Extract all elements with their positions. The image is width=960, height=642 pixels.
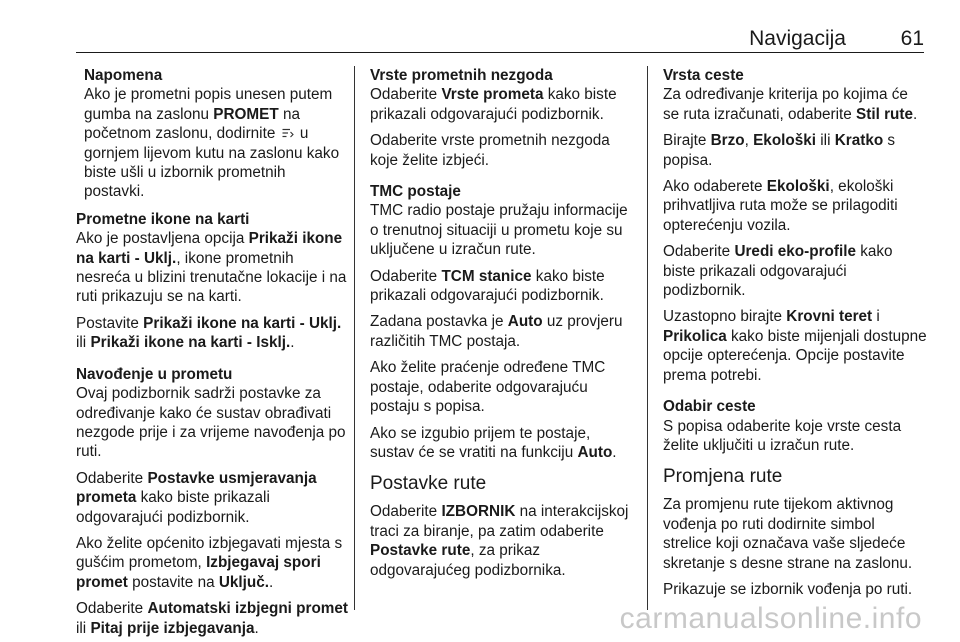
paragraph: Ako želite općenito izbjegavati mjesta s gušćim prometom, Izbjegavaj spori promet postavite na Uključ.. — [76, 534, 343, 591]
paragraph: Ako se izgubio prijem te postaje, sustav će se vratiti na funkciju Auto. — [370, 424, 617, 461]
note-title: Napomena — [84, 67, 163, 84]
column-divider-1 — [354, 66, 355, 610]
column-3 — [663, 66, 927, 606]
paragraph: Uzastopno birajte Krovni teret i Prikolica kako biste mijenjali dostupne opcije opterećenja. Opcije postavite prema potrebi. — [663, 308, 927, 384]
section-heading-traffic-icons: Prometne ikone na karti — [76, 210, 250, 228]
paragraph: Prikazuje se izbornik vođenja po ruti. — [663, 580, 913, 598]
paragraph: Odaberite TCM stanice kako biste prikazali odgovarajući podizbornik. — [370, 267, 605, 305]
paragraph: Zadana postavka je Auto uz provjeru različitih TMC postaja. — [370, 313, 623, 350]
paragraph: Birajte Brzo, Ekološki ili Kratko s popisa. — [663, 132, 896, 169]
page-number: 61 — [900, 27, 924, 50]
settings-list-icon — [282, 127, 294, 139]
paragraph: Odaberite Uredi eko-profile kako biste prikazali odgovarajući podizbornik. — [663, 243, 893, 300]
paragraph: Odaberite vrste prometnih nezgoda koje želite izbjeći. — [370, 132, 610, 169]
paragraph: S popisa odaberite koje vrste cesta želite uključiti u izračun rute. — [663, 417, 902, 454]
section-heading-road-type: Vrsta ceste — [663, 67, 744, 84]
paragraph: Ovaj podizbornik sadrži postavke za određivanje kako će sustav obrađivati nezgode prije i za vrijeme navođenja po ruti. — [76, 385, 346, 461]
note-text: Ako je prometni popis unesen putem gumba na zaslonu PROMET na početnom zaslonu, dodirnite u gornjem lijevom kutu na zaslonu kako biste ušli u izbornik prometnih postavki. — [84, 86, 340, 201]
section-heading-traffic-guidance: Navođenje u prometu — [76, 365, 233, 383]
note-box — [76, 66, 348, 202]
section-heading-route-settings: Postavke rute — [370, 473, 487, 495]
paragraph: Ako odaberete Ekološki, ekološki prihvatljiva ruta može se prilagoditi opterećenju vozila. — [663, 178, 898, 234]
section-heading-route-change: Promjena rute — [663, 466, 783, 488]
section-heading-tmc-stations: TMC postaje — [370, 183, 461, 201]
paragraph: Odaberite Postavke usmjeravanja prometa kako biste prikazali odgovarajući podizbornik. — [76, 469, 317, 526]
section-heading-road-selection: Odabir ceste — [663, 398, 756, 416]
paragraph: Ako je postavljena opcija Prikaži ikone na karti - Uklj., ikone prometnih nesreća u blizini trenutačne lokacije i na ruti prikazuju se na karti. — [76, 230, 347, 306]
paragraph: TMC radio postaje pružaju informacije o trenutnoj situaciji u prometu koje su uključene u izračun rute. — [370, 202, 628, 259]
column-2 — [370, 66, 638, 587]
paragraph: Za promjenu rute tijekom aktivnog vođenja po ruti dodirnite simbol strelice koji označava vaše sljedeće skretanje s desne strane na zaslonu. — [663, 496, 913, 572]
paragraph: Odaberite Automatski izbjegni promet ili Pitaj prije izbjegavanja. — [76, 600, 349, 637]
header-rule — [76, 52, 924, 53]
paragraph: Odaberite Vrste prometa kako biste prikazali odgovarajući podizbornik. — [370, 86, 617, 123]
paragraph: Odaberite IZBORNIK na interakcijskoj traci za biranje, pa zatim odaberite Postavke rute, za prikaz odgovarajućeg podizbornika. — [370, 503, 629, 579]
section-heading-incident-types: Vrste prometnih nezgoda — [370, 67, 553, 84]
page-title: Navigacija — [749, 27, 846, 50]
column-divider-2 — [647, 66, 648, 610]
paragraph: Ako želite praćenje određene TMC postaje, odaberite odgovarajuću postaju s popisa. — [370, 359, 606, 416]
paragraph: Za određivanje kriterija po kojima će se ruta izračunati, odaberite Stil rute. — [663, 86, 918, 123]
paragraph: Postavite Prikaži ikone na karti - Uklj. ili Prikaži ikone na karti - Isklj.. — [76, 314, 342, 352]
watermark: carmanualsonline.info — [619, 602, 922, 635]
page-header — [76, 26, 924, 54]
column-1 — [76, 66, 348, 642]
